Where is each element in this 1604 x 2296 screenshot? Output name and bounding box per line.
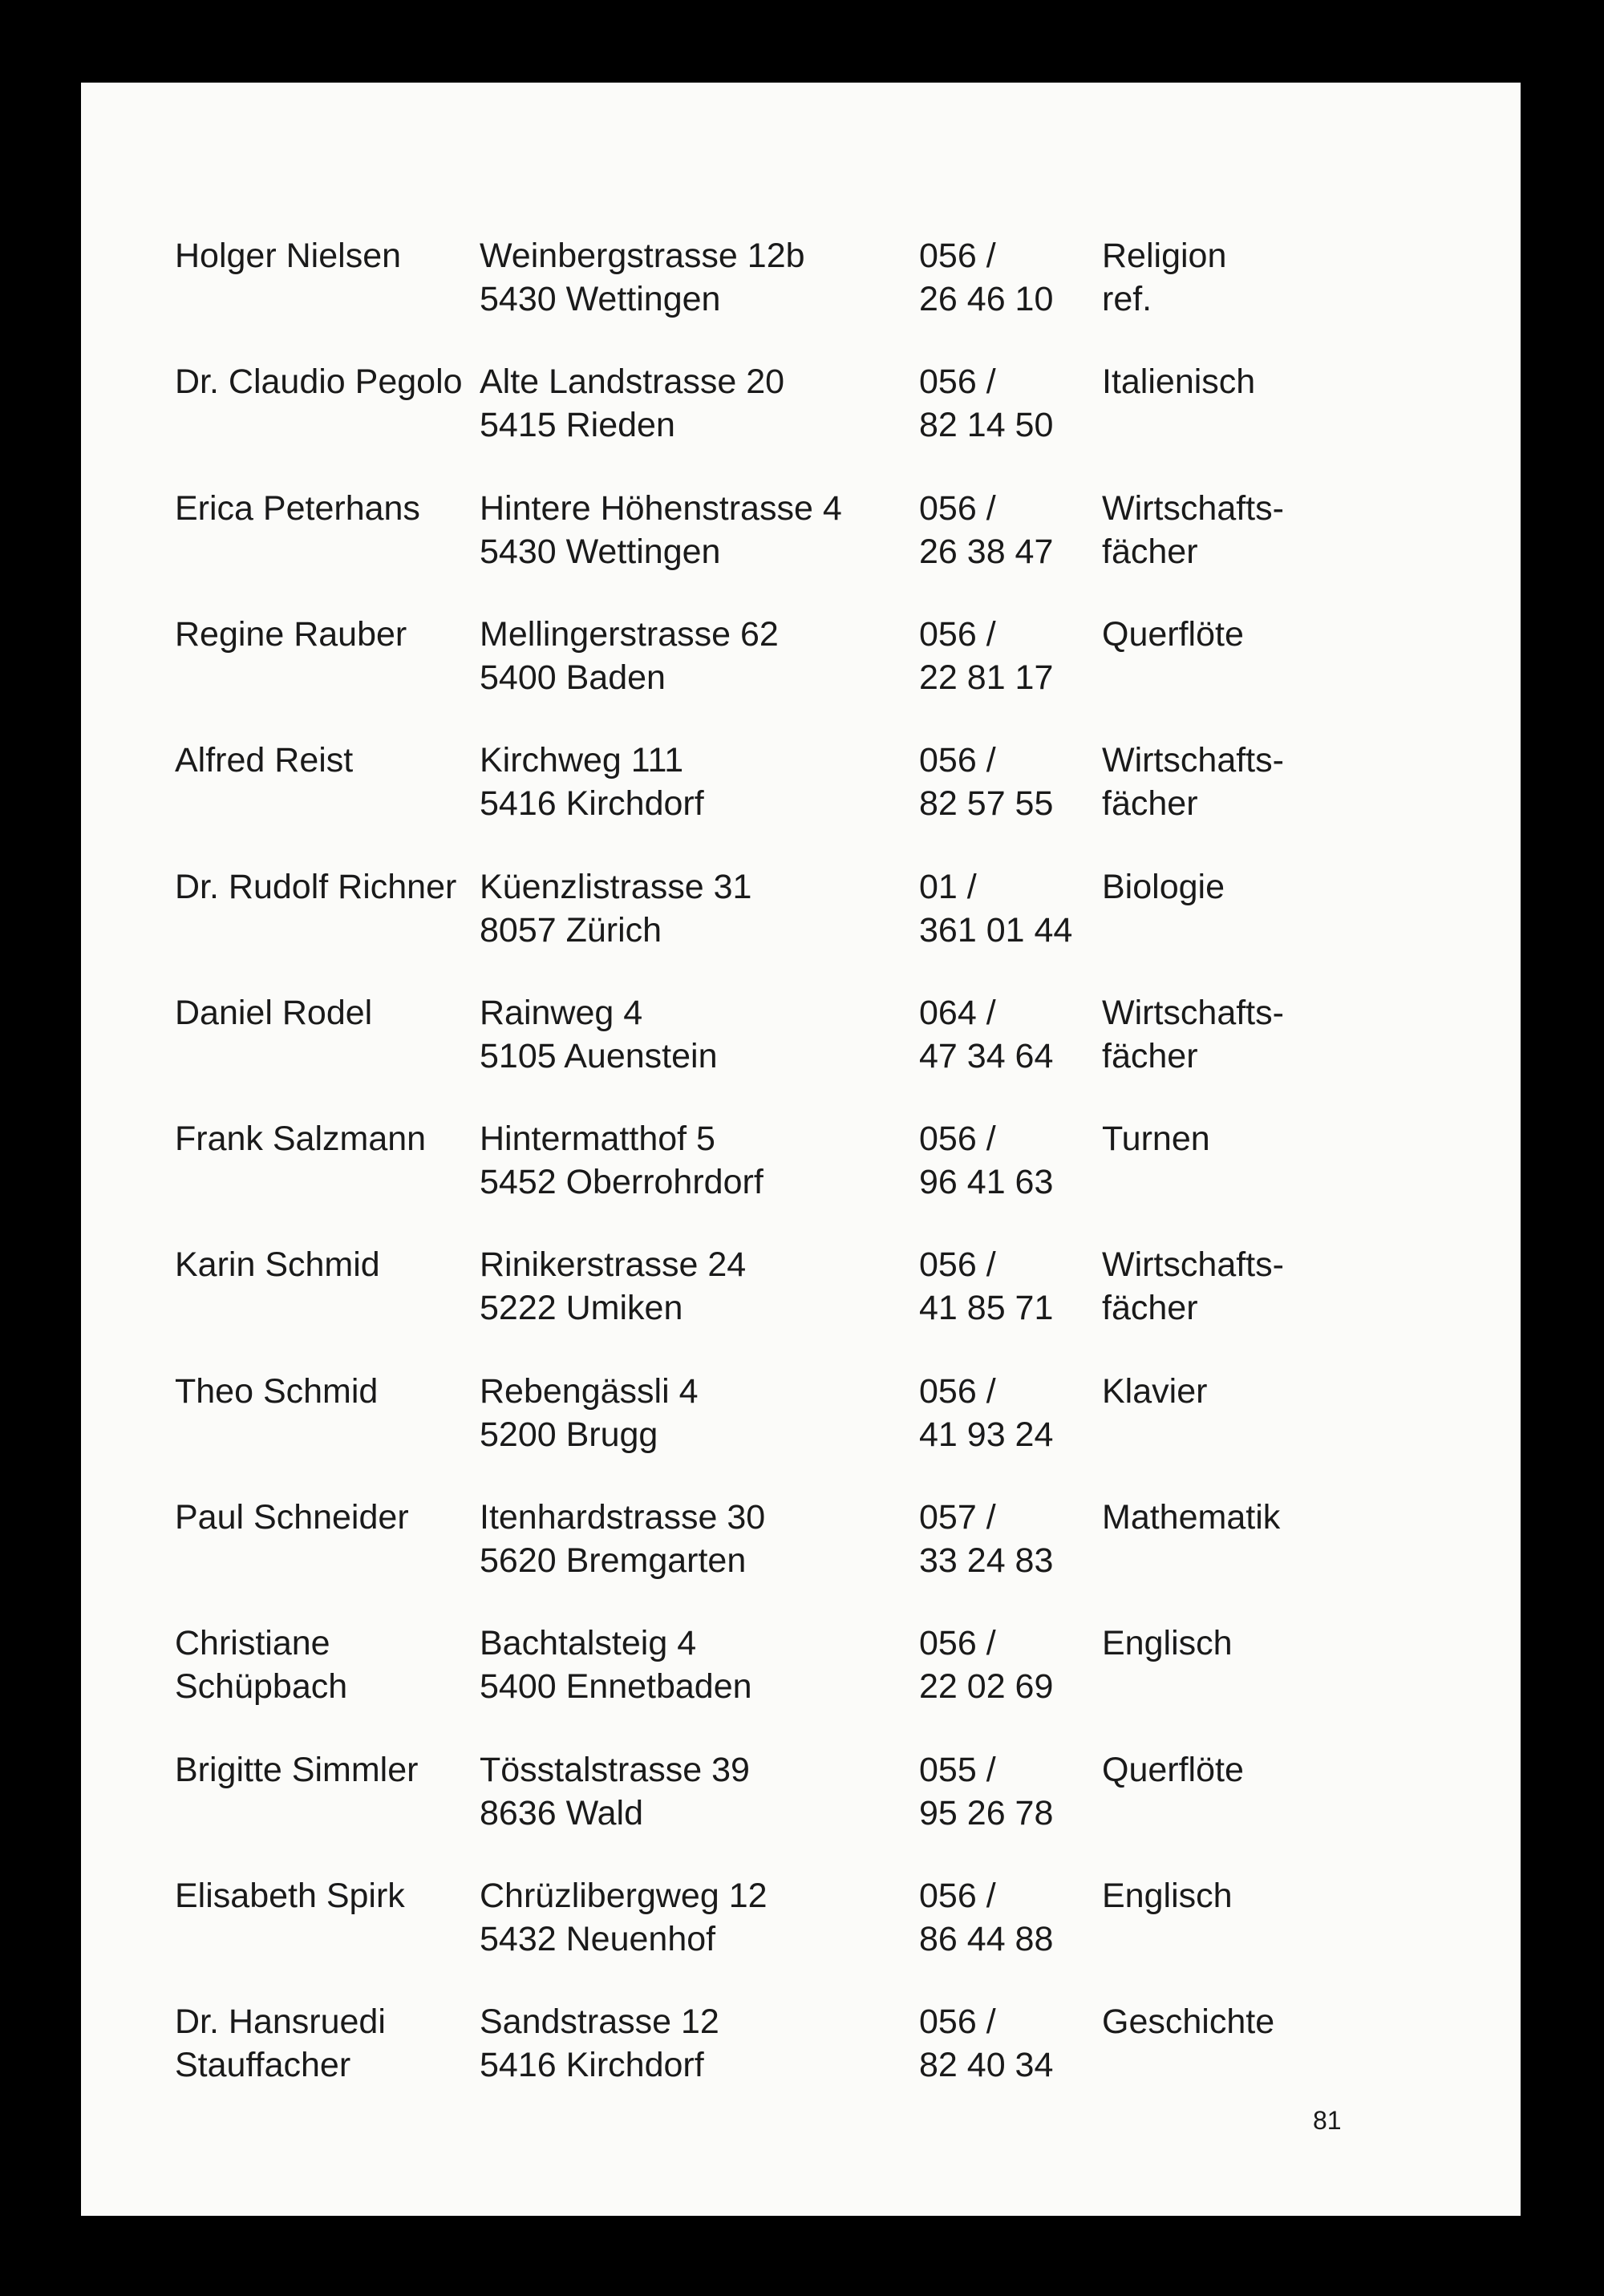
entry-subject-line: fächer <box>1102 784 1198 823</box>
entry-phone-line: 22 02 69 <box>919 1667 1054 1706</box>
entry-phone-line: 056 / <box>919 489 996 528</box>
entry-phone-line: 056 / <box>919 1120 996 1158</box>
entry-subject-line: Wirtschafts- <box>1102 1245 1284 1284</box>
entry-name-line: Frank Salzmann <box>175 1120 427 1158</box>
entry-phone-line: 057 / <box>919 1498 996 1537</box>
entry-name-line: Dr. Hansruedi <box>175 2002 386 2041</box>
entry-address-line: 5400 Ennetbaden <box>480 1667 752 1706</box>
entry-subject <box>1102 991 1284 1078</box>
entry-phone <box>919 487 1053 573</box>
entry-phone-line: 47 34 64 <box>919 1037 1054 1075</box>
entry-address-line: Kirchweg 111 <box>480 741 684 780</box>
entry-address-line: 8636 Wald <box>480 1794 643 1832</box>
entry-subject <box>1102 1370 1207 1413</box>
directory-entry <box>81 2000 1521 2088</box>
entry-phone-line: 41 93 24 <box>919 1415 1054 1454</box>
entry-phone-line: 26 38 47 <box>919 532 1054 571</box>
entry-address-line: Bachtalsteig 4 <box>480 1624 697 1662</box>
entry-name <box>175 1496 409 1539</box>
entry-phone-line: 055 / <box>919 1751 996 1789</box>
entry-name <box>175 1622 347 1708</box>
entry-subject-line: Englisch <box>1102 1877 1233 1915</box>
entry-subject-line: fächer <box>1102 1037 1198 1075</box>
entry-phone-line: 056 / <box>919 2002 996 2041</box>
entry-address-line: 5430 Wettingen <box>480 280 721 318</box>
directory-entry <box>81 234 1521 322</box>
directory-entry <box>81 1370 1521 1458</box>
entry-name <box>175 487 420 530</box>
directory-entry <box>81 1874 1521 1962</box>
entry-address-line: 5415 Rieden <box>480 406 675 444</box>
entry-phone-line: 22 81 17 <box>919 658 1054 697</box>
entry-name-line: Paul Schneider <box>175 1498 409 1537</box>
entry-name <box>175 991 372 1035</box>
entry-phone <box>919 1117 1053 1204</box>
entry-subject <box>1102 1243 1284 1330</box>
entry-address-line: 5222 Umiken <box>480 1289 683 1327</box>
entry-address-line: Tösstalstrasse 39 <box>480 1751 750 1789</box>
directory-entry <box>81 1496 1521 1584</box>
entry-subject-line: Wirtschafts- <box>1102 489 1284 528</box>
entry-subject <box>1102 739 1284 825</box>
entry-subject <box>1102 865 1225 909</box>
entry-address <box>480 2000 719 2087</box>
entry-phone <box>919 1622 1053 1708</box>
entry-address <box>480 1622 752 1708</box>
directory-page <box>81 83 1521 2216</box>
entry-address <box>480 1874 768 1961</box>
entry-subject <box>1102 1622 1233 1665</box>
entry-name-line: Christiane <box>175 1624 330 1662</box>
entry-name <box>175 2000 386 2087</box>
entry-subject-line: Wirtschafts- <box>1102 994 1284 1032</box>
entry-phone-line: 056 / <box>919 1877 996 1915</box>
entry-name-line: Schüpbach <box>175 1667 348 1706</box>
directory-entry <box>81 487 1521 575</box>
entry-subject-line: fächer <box>1102 532 1198 571</box>
entry-address-line: Küenzlistrasse 31 <box>480 868 752 906</box>
entry-address-line: Rinikerstrasse 24 <box>480 1245 747 1284</box>
entry-address <box>480 613 779 699</box>
entry-phone-line: 056 / <box>919 615 996 654</box>
entry-name-line: Holger Nielsen <box>175 237 402 275</box>
entry-subject-line: Querflöte <box>1102 1751 1244 1789</box>
entry-name <box>175 1243 380 1286</box>
entry-phone <box>919 1370 1053 1456</box>
entry-phone <box>919 360 1053 447</box>
entry-name-line: Erica Peterhans <box>175 489 420 528</box>
entry-address-line: 5452 Oberrohrdorf <box>480 1163 764 1201</box>
entry-subject-line: Klavier <box>1102 1372 1208 1411</box>
entry-address-line: 8057 Zürich <box>480 911 662 950</box>
entry-phone <box>919 613 1053 699</box>
directory-entry <box>81 1622 1521 1710</box>
entry-subject <box>1102 234 1226 321</box>
entry-address <box>480 991 718 1078</box>
entry-subject-line: Querflöte <box>1102 615 1244 654</box>
entry-name-line: Elisabeth Spirk <box>175 1877 405 1915</box>
entry-phone <box>919 234 1053 321</box>
directory-entry <box>81 865 1521 954</box>
entry-address <box>480 234 805 321</box>
entry-name-line: Stauffacher <box>175 2046 351 2084</box>
entry-name-line: Regine Rauber <box>175 615 407 654</box>
entry-subject <box>1102 1496 1280 1539</box>
entry-address <box>480 1496 765 1582</box>
entry-address-line: 5105 Auenstein <box>480 1037 718 1075</box>
entry-phone <box>919 865 1072 952</box>
entry-address <box>480 1370 699 1456</box>
entry-subject-line: ref. <box>1102 280 1152 318</box>
entry-name-line: Theo Schmid <box>175 1372 379 1411</box>
entry-address-line: Mellingerstrasse 62 <box>480 615 779 654</box>
entry-phone-line: 41 85 71 <box>919 1289 1054 1327</box>
entry-phone <box>919 2000 1053 2087</box>
entry-subject-line: fächer <box>1102 1289 1198 1327</box>
entry-subject-line: Italienisch <box>1102 362 1256 401</box>
entry-address-line: 5430 Wettingen <box>480 532 721 571</box>
entry-name-line: Alfred Reist <box>175 741 354 780</box>
entry-subject-line: Biologie <box>1102 868 1225 906</box>
entry-phone <box>919 739 1053 825</box>
entry-address <box>480 1243 746 1330</box>
entry-name <box>175 613 407 656</box>
entry-phone <box>919 1496 1053 1582</box>
entry-subject <box>1102 1117 1210 1160</box>
entry-address <box>480 1117 764 1204</box>
entry-address-line: Rebengässli 4 <box>480 1372 699 1411</box>
entry-name-line: Karin Schmid <box>175 1245 380 1284</box>
entry-address-line: 5620 Bremgarten <box>480 1541 747 1580</box>
entry-subject-line: Religion <box>1102 237 1227 275</box>
entry-name-line: Daniel Rodel <box>175 994 373 1032</box>
entry-subject <box>1102 1748 1244 1792</box>
entry-phone-line: 056 / <box>919 1624 996 1662</box>
entry-phone-line: 26 46 10 <box>919 280 1054 318</box>
entry-address-line: Sandstrasse 12 <box>480 2002 719 2041</box>
directory-entry <box>81 739 1521 827</box>
entry-phone-line: 064 / <box>919 994 996 1032</box>
directory-entry <box>81 1117 1521 1205</box>
entry-address-line: 5200 Brugg <box>480 1415 658 1454</box>
entry-phone-line: 82 40 34 <box>919 2046 1054 2084</box>
entry-name-line: Dr. Claudio Pegolo <box>175 362 463 401</box>
entry-address <box>480 1748 750 1835</box>
entry-name <box>175 1370 378 1413</box>
entry-address-line: Itenhardstrasse 30 <box>480 1498 766 1537</box>
entry-subject-line: Englisch <box>1102 1624 1233 1662</box>
directory-entry <box>81 1243 1521 1331</box>
entry-name <box>175 865 456 909</box>
entry-name <box>175 1117 426 1160</box>
entry-subject <box>1102 360 1255 403</box>
entry-phone-line: 82 14 50 <box>919 406 1054 444</box>
entry-phone-line: 056 / <box>919 362 996 401</box>
entry-address-line: Alte Landstrasse 20 <box>480 362 785 401</box>
entry-phone-line: 86 44 88 <box>919 1920 1054 1958</box>
directory-entry <box>81 613 1521 701</box>
entry-address-line: 5416 Kirchdorf <box>480 784 704 823</box>
entry-address-line: Rainweg 4 <box>480 994 643 1032</box>
entry-phone-line: 056 / <box>919 1245 996 1284</box>
entry-address-line: 5416 Kirchdorf <box>480 2046 704 2084</box>
entry-address-line: Weinbergstrasse 12b <box>480 237 805 275</box>
directory-entry <box>81 991 1521 1079</box>
entry-phone <box>919 1748 1053 1835</box>
page-number: 81 <box>1313 2106 1342 2135</box>
entry-phone-line: 01 / <box>919 868 977 906</box>
entry-subject <box>1102 2000 1274 2043</box>
entry-address-line: 5432 Neuenhof <box>480 1920 716 1958</box>
entry-phone <box>919 991 1053 1078</box>
entry-address-line: 5400 Baden <box>480 658 666 697</box>
entry-subject <box>1102 613 1244 656</box>
entry-subject <box>1102 1874 1233 1917</box>
entry-phone-line: 96 41 63 <box>919 1163 1054 1201</box>
entry-phone-line: 056 / <box>919 237 996 275</box>
entry-subject-line: Mathematik <box>1102 1498 1281 1537</box>
entry-phone-line: 056 / <box>919 741 996 780</box>
entry-subject <box>1102 487 1284 573</box>
entry-address <box>480 360 784 447</box>
entry-subject-line: Geschichte <box>1102 2002 1275 2041</box>
entry-phone-line: 95 26 78 <box>919 1794 1054 1832</box>
entry-address <box>480 739 704 825</box>
entry-address-line: Chrüzlibergweg 12 <box>480 1877 768 1915</box>
entry-phone-line: 82 57 55 <box>919 784 1054 823</box>
entry-phone <box>919 1243 1053 1330</box>
entry-name <box>175 1748 418 1792</box>
entry-name <box>175 234 401 277</box>
entry-name-line: Brigitte Simmler <box>175 1751 419 1789</box>
entry-phone-line: 361 01 44 <box>919 911 1073 950</box>
entry-address-line: Hintere Höhenstrasse 4 <box>480 489 842 528</box>
entry-address <box>480 487 842 573</box>
entry-address-line: Hintermatthof 5 <box>480 1120 715 1158</box>
entry-name <box>175 739 353 782</box>
entry-phone <box>919 1874 1053 1961</box>
entry-phone-line: 056 / <box>919 1372 996 1411</box>
entry-subject-line: Wirtschafts- <box>1102 741 1284 780</box>
entry-name-line: Dr. Rudolf Richner <box>175 868 457 906</box>
entry-subject-line: Turnen <box>1102 1120 1210 1158</box>
entry-address <box>480 865 751 952</box>
entry-phone-line: 33 24 83 <box>919 1541 1054 1580</box>
entry-name <box>175 1874 405 1917</box>
directory-entry <box>81 360 1521 448</box>
entry-name <box>175 360 463 403</box>
directory-entry <box>81 1748 1521 1836</box>
